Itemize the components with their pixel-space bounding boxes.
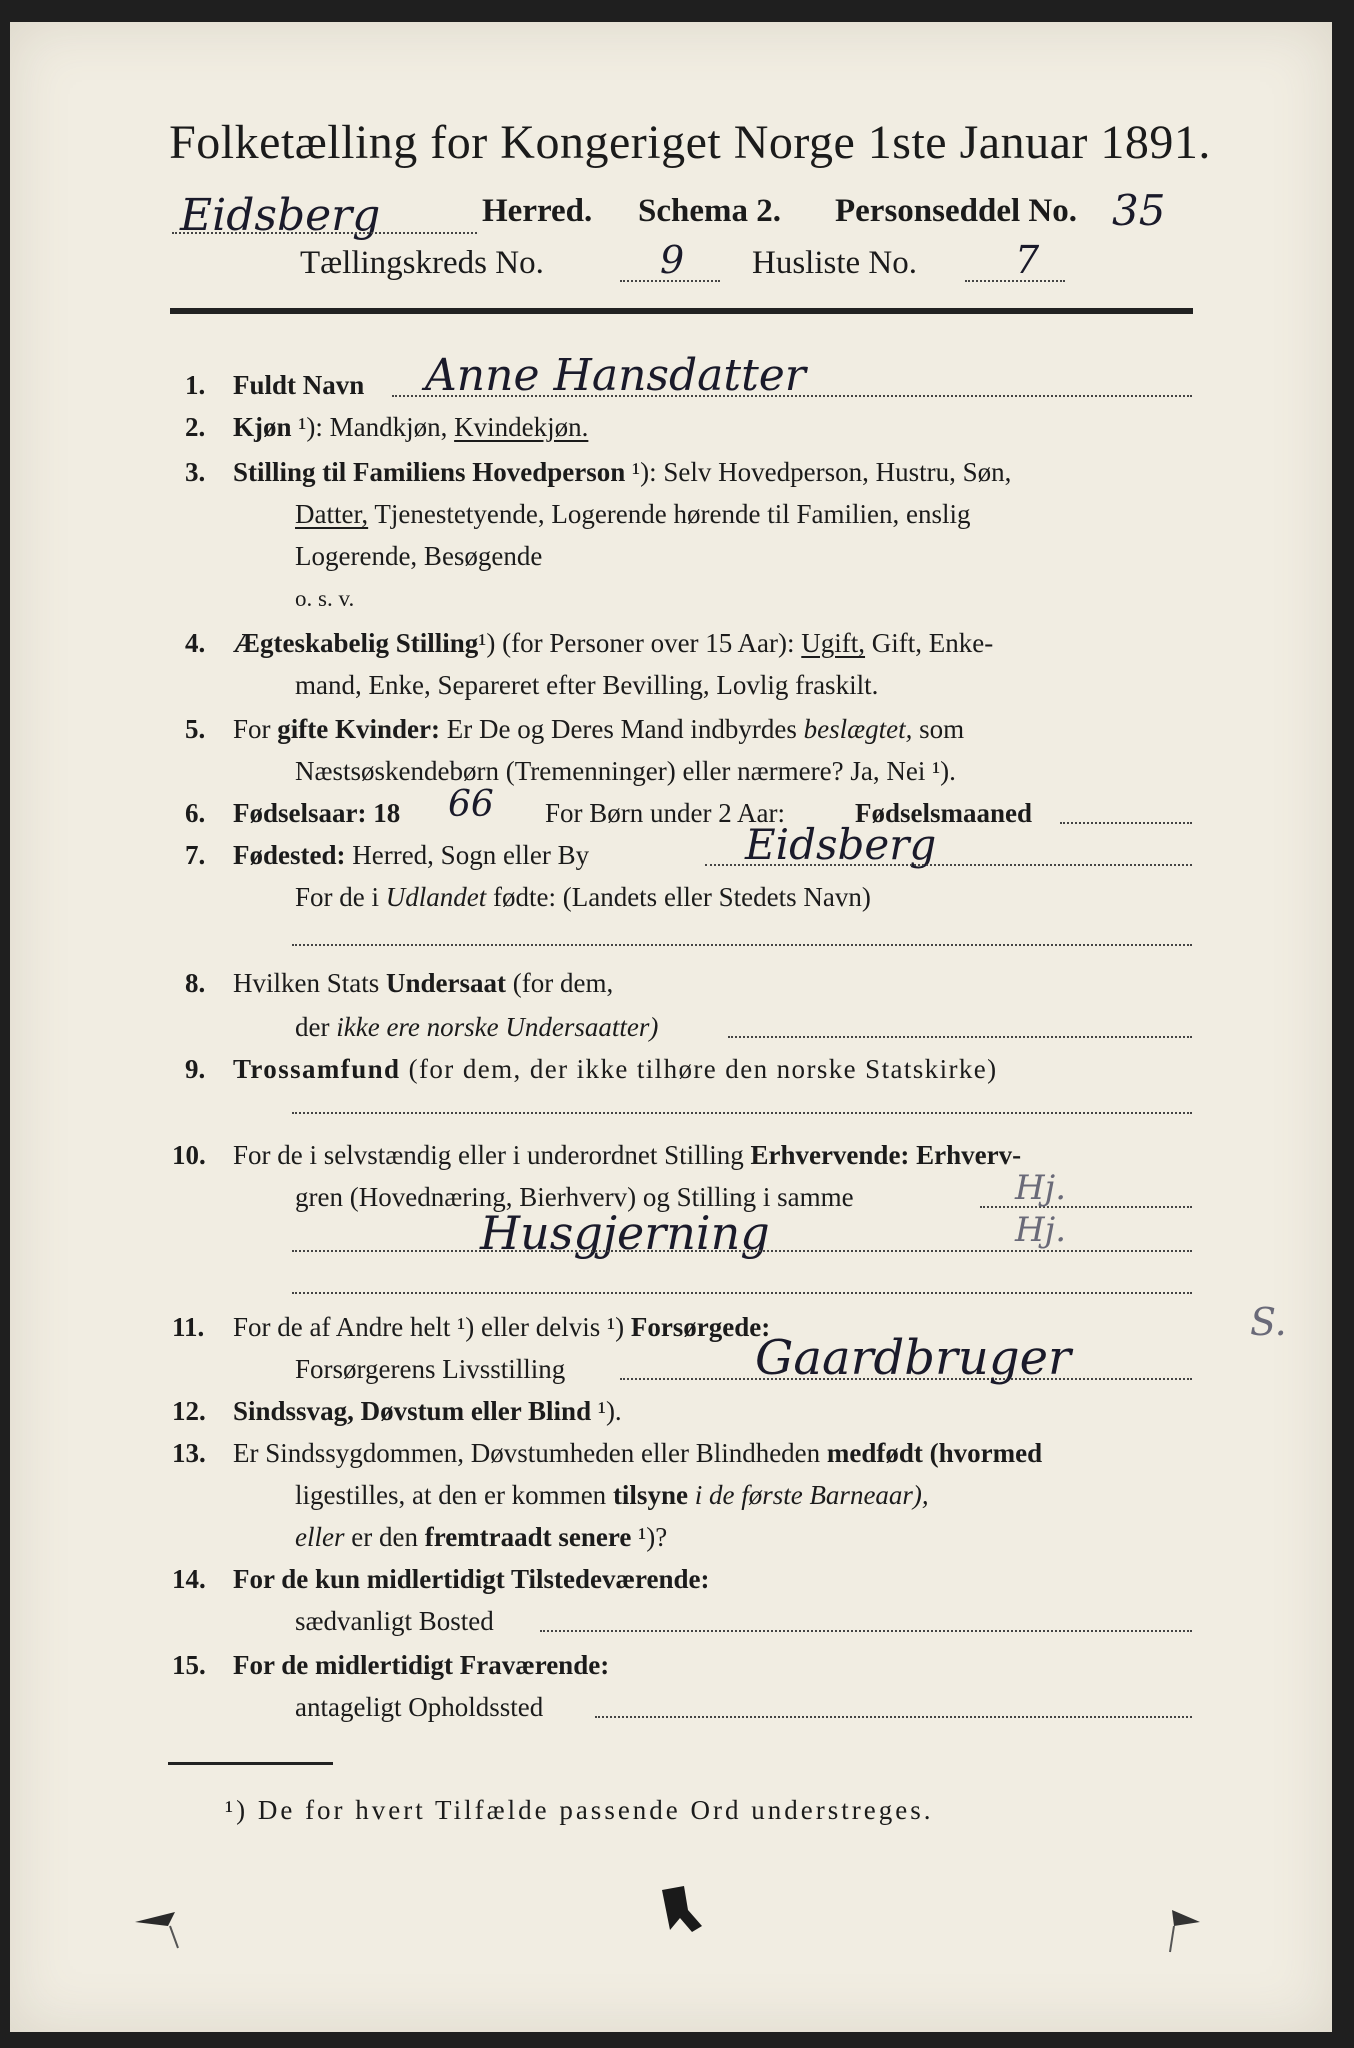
q11-line2: Forsørgerens Livsstilling — [295, 1354, 566, 1384]
q2-number: 2. — [185, 412, 206, 442]
form-title: Folketælling for Kongeriget Norge 1ste Januar 1891. — [169, 116, 1211, 169]
q10-line2: gren (Hovednæring, Bierhverv) og Stilling i samme — [295, 1182, 854, 1212]
q13-bold2: tilsyne — [612, 1480, 688, 1510]
q10-line1-end: Erhverv- — [916, 1140, 1022, 1170]
q9-line1 — [233, 1054, 998, 1085]
q7-label: Fødested: — [233, 840, 346, 870]
q7-dotted-line — [705, 864, 1192, 866]
q3-line2-rest: Tjenestetyende, Logerende hørende til Familien, enslig — [374, 499, 971, 529]
q7-line1 — [233, 840, 589, 871]
footnote-rule — [168, 1762, 333, 1765]
q1-label: Fuldt Navn — [233, 370, 365, 400]
herred-value: Eidsberg — [180, 190, 381, 241]
q5-line1-end: som — [919, 714, 965, 744]
q4-line1-end: Gift, Enke- — [871, 628, 994, 658]
q2-line — [233, 412, 588, 443]
corner-mark-left — [130, 1900, 190, 1960]
q5-label: gifte Kvinder: — [277, 714, 440, 744]
q13-line2-pre: ligestilles, at den er kommen — [295, 1480, 607, 1510]
husliste-value: 7 — [1015, 238, 1040, 282]
q10-dotted-line-1 — [980, 1206, 1192, 1208]
q13-number: 13. — [172, 1438, 206, 1468]
q5-line2: Næstsøskendebørn (Tremenninger) eller nærmere? Ja, Nei ¹). — [295, 756, 956, 786]
corner-mark-right — [1160, 1900, 1220, 1960]
q11-line1-pre: For de af Andre helt ¹) eller delvis ¹) — [233, 1312, 625, 1342]
q1-number: 1. — [185, 370, 206, 400]
q2-opt-female-selected: Kvindekjøn. — [454, 412, 589, 442]
q10-line1 — [233, 1140, 1021, 1171]
q10-dotted-line-2 — [292, 1250, 1192, 1252]
q8-number: 8. — [185, 968, 206, 998]
q13-line1-pre: Er Sindssygdommen, Døvstumheden eller Blindheden — [233, 1438, 821, 1468]
q13-line3-italic: eller — [295, 1522, 345, 1552]
q4-line2: mand, Enke, Separeret efter Bevilling, Lovlig fraskilt. — [295, 670, 879, 700]
q11-provider-value: Gaardbruger — [755, 1330, 1071, 1386]
q14-number: 14. — [172, 1564, 206, 1594]
q6-number: 6. — [185, 798, 206, 828]
q10-line1-pre: For de i selvstændig eller i underordnet Stilling — [233, 1140, 744, 1170]
q3-line3: Logerende, Besøgende — [295, 541, 543, 571]
q15-number: 15. — [172, 1650, 206, 1680]
q3-line1-rest: Selv Hovedperson, Hustru, Søn, — [663, 457, 1012, 487]
q8-label: Undersaat — [386, 968, 506, 998]
q12-label: Sindssvag, Døvstum eller Blind — [233, 1396, 592, 1426]
q4-line1-rest: (for Personer over 15 Aar): — [502, 628, 795, 658]
q11-label: Forsørgede: — [630, 1312, 771, 1342]
q1-dotted-line — [392, 395, 1192, 397]
q3-number: 3. — [185, 457, 206, 487]
q9-rest: (for dem, der ikke tilhøre den norske Statskirke) — [408, 1054, 998, 1084]
q6-rest: For Børn under 2 Aar: — [545, 798, 785, 828]
q13-line1 — [233, 1438, 1042, 1469]
q11-number: 11. — [172, 1312, 205, 1342]
q6-dotted-line — [1060, 822, 1192, 824]
q3-line1 — [233, 457, 1011, 488]
husliste-dotted-line — [965, 280, 1065, 282]
q15-dotted-line — [595, 1716, 1192, 1718]
q13-italic2: i de første Barneaar), — [694, 1480, 929, 1510]
q12-number: 12. — [172, 1396, 206, 1426]
schema-label: Schema 2. — [638, 193, 781, 229]
q10-label: Erhvervende: — [750, 1140, 910, 1170]
q8-dotted-line — [728, 1036, 1192, 1038]
q4-label: Ægteskabelig Stilling — [233, 628, 479, 658]
kreds-value: 9 — [660, 238, 685, 282]
q4-line1 — [233, 628, 993, 659]
q7-line2-rest: fødte: (Landets eller Stedets Navn) — [493, 882, 871, 912]
q15-line2: antageligt Opholdssted — [295, 1692, 544, 1722]
q10-dotted-line-3 — [292, 1292, 1192, 1294]
q3-line2 — [295, 499, 970, 530]
q5-line1 — [233, 714, 964, 745]
q10-number: 10. — [172, 1140, 206, 1170]
q8-line1 — [233, 968, 613, 999]
kreds-dotted-line — [620, 280, 720, 282]
center-ink-mark — [652, 1880, 712, 1960]
q13-bold3: fremtraadt senere — [424, 1522, 632, 1552]
q11-initials: S. — [1250, 1300, 1287, 1344]
kreds-label: Tællingskreds No. — [300, 245, 544, 281]
q9-label: Trossamfund — [233, 1054, 401, 1084]
q13-line3 — [295, 1522, 667, 1553]
q12-line — [233, 1396, 622, 1427]
q7-birthplace-value: Eidsberg — [745, 820, 937, 869]
q8-line1-pre: Hvilken Stats — [233, 968, 380, 998]
q14-label: For de kun midlertidigt Tilstedeværende: — [233, 1564, 710, 1594]
q13-line1-end: (hvormed — [929, 1438, 1043, 1468]
q7-number: 7. — [185, 840, 206, 870]
q7-line2-italic: Udlandet — [385, 882, 487, 912]
q4-selected-ugift: Ugift, — [801, 628, 866, 658]
q2-label: Kjøn — [233, 412, 292, 442]
q10-occupation-value: Husgjerning — [480, 1206, 770, 1260]
q5-label-pre: For — [233, 714, 271, 744]
census-form-page — [10, 22, 1332, 2032]
q13-line3-end: ¹)? — [638, 1522, 668, 1552]
q12-sup: ¹). — [597, 1396, 622, 1426]
q8-line1-rest: (for dem, — [512, 968, 614, 998]
footnote: ¹) De for hvert Tilfælde passende Ord understreges. — [225, 1795, 934, 1825]
q13-bold1: medfødt — [826, 1438, 923, 1468]
q15-label: For de midlertidigt Fraværende: — [233, 1650, 610, 1680]
q7-line2 — [295, 882, 871, 913]
q5-italic: beslægtet, — [803, 714, 913, 744]
header-rule — [170, 308, 1193, 314]
q3-selected-datter: Datter, — [295, 499, 369, 529]
q8-line2-pre: der — [295, 1012, 330, 1042]
q4-number: 4. — [185, 628, 206, 658]
q9-number: 9. — [185, 1054, 206, 1084]
herred-label: Herred. — [482, 193, 593, 229]
q10-initials-1: Hj. — [1015, 1168, 1066, 1208]
q3-sup: ¹): — [632, 457, 657, 487]
q2-sup: ¹): — [298, 412, 323, 442]
q7-rest: Herred, Sogn eller By — [352, 840, 590, 870]
q14-dotted-line — [540, 1630, 1192, 1632]
personseddel-label: Personseddel No. — [835, 193, 1077, 229]
q13-line2 — [295, 1480, 929, 1511]
q8-line2 — [295, 1012, 658, 1043]
q8-line2-italic: ikke ere norske Undersaatter) — [336, 1012, 659, 1042]
husliste-label: Husliste No. — [752, 245, 917, 281]
q10-initials-2: Hj. — [1015, 1210, 1066, 1250]
personseddel-value: 35 — [1112, 186, 1166, 235]
q7-line2-pre: For de i — [295, 882, 379, 912]
q11-line1 — [233, 1312, 770, 1343]
q6-year-value: 66 — [448, 784, 494, 825]
herred-dotted-line — [172, 232, 477, 234]
q6-label2: Fødselsmaaned — [855, 798, 1033, 828]
q1-name-value: Anne Hansdatter — [425, 350, 806, 401]
q7-foreign-dotted-line — [292, 944, 1192, 946]
q6-label: Fødselsaar: 18 — [233, 798, 401, 828]
q3-line4: o. s. v. — [295, 586, 355, 611]
q2-opt-male: Mandkjøn, — [329, 412, 448, 442]
q5-number: 5. — [185, 714, 206, 744]
q5-line1-rest: Er De og Deres Mand indbyrdes — [446, 714, 797, 744]
q9-dotted-line — [292, 1112, 1192, 1114]
q4-sup: ¹) — [478, 628, 496, 658]
q14-line2: sædvanligt Bosted — [295, 1606, 494, 1636]
q3-label: Stilling til Familiens Hovedperson — [233, 457, 626, 487]
q13-line3-rest: er den — [351, 1522, 418, 1552]
